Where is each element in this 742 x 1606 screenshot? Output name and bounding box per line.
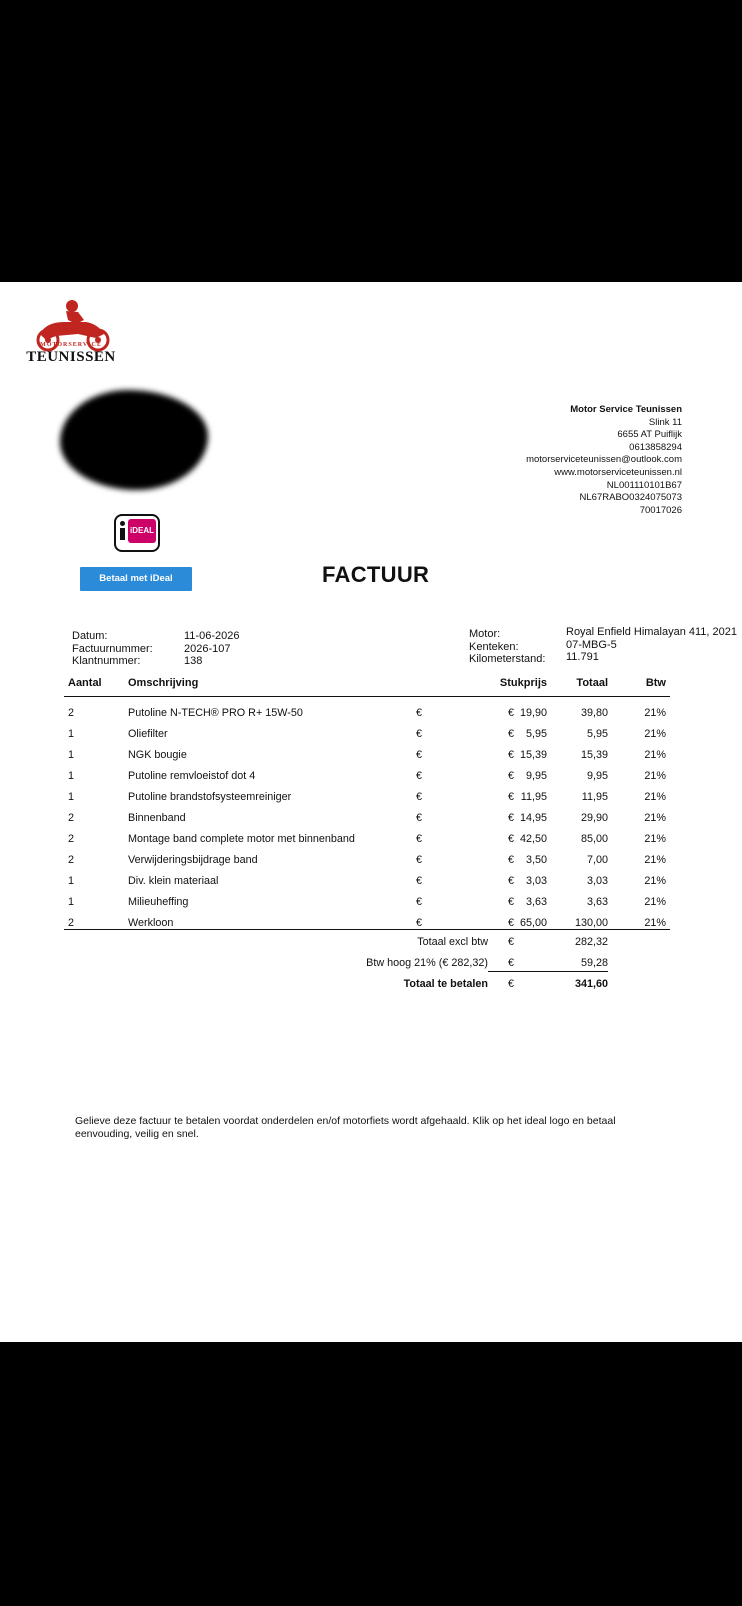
row-vat: 21%	[644, 854, 666, 866]
company-name: Motor Service Teunissen	[570, 404, 682, 415]
row-unit-price: 11,95	[520, 791, 547, 803]
header-total: Totaal	[576, 677, 608, 689]
currency-symbol: €	[508, 936, 515, 948]
currency-symbol: €	[508, 791, 515, 803]
currency-symbol: €	[416, 917, 423, 929]
company-website: www.motorserviceteunissen.nl	[554, 466, 682, 478]
row-description: Putoline remvloeistof dot 4	[128, 770, 256, 782]
row-vat: 21%	[644, 791, 666, 803]
row-qty: 1	[68, 728, 75, 740]
body-divider	[64, 929, 670, 930]
currency-symbol: €	[416, 854, 423, 866]
currency-symbol: €	[508, 812, 515, 824]
currency-symbol: €	[508, 854, 515, 866]
row-total: 7,00	[586, 854, 608, 866]
table-row	[64, 791, 670, 812]
currency-symbol: €	[508, 770, 515, 782]
header-unit-price: Stukprijs	[499, 677, 547, 689]
row-qty: 2	[68, 917, 75, 929]
mileage: 11.791	[566, 651, 599, 663]
row-unit-price: 9,95	[525, 770, 547, 782]
currency-symbol: €	[416, 770, 423, 782]
row-qty: 2	[68, 833, 75, 845]
invoice-title: FACTUUR	[322, 562, 430, 587]
customer-number: 138	[184, 655, 203, 667]
currency-symbol: €	[508, 896, 515, 908]
row-total: 3,03	[586, 875, 608, 887]
logo-subtitle: MOTORSERVICE	[40, 342, 102, 348]
row-unit-price: 3,63	[525, 896, 547, 908]
meta-label: Klantnummer:	[72, 655, 141, 667]
row-unit-price: 42,50	[519, 833, 547, 845]
row-unit-price: 3,03	[525, 875, 547, 887]
header-vat: Btw	[645, 677, 666, 689]
row-vat: 21%	[644, 770, 666, 782]
total-due-value: 341,60	[574, 978, 608, 990]
currency-symbol: €	[416, 812, 423, 824]
table-row	[64, 833, 670, 854]
row-vat: 21%	[644, 707, 666, 719]
currency-symbol: €	[508, 978, 515, 990]
row-qty: 1	[68, 791, 75, 803]
currency-symbol: €	[508, 707, 515, 719]
row-unit-price: 19,90	[519, 707, 547, 719]
row-qty: 1	[68, 749, 75, 761]
motor-model: Royal Enfield Himalayan 411, 2021	[566, 626, 738, 638]
currency-symbol: €	[416, 833, 423, 845]
table-row	[64, 875, 670, 896]
table-row	[64, 854, 670, 875]
logo-name: TEUNISSEN	[26, 349, 116, 365]
row-description: Milieuheffing	[128, 896, 189, 908]
company-line: NL001110101B67	[606, 479, 682, 491]
table-row	[64, 728, 670, 749]
currency-symbol: €	[508, 728, 515, 740]
row-description: Montage band complete motor met binnenband	[128, 833, 355, 845]
invoice-date: 11-06-2026	[184, 630, 240, 642]
currency-symbol: €	[416, 749, 423, 761]
row-vat: 21%	[644, 917, 666, 929]
company-line: Slink 11	[648, 416, 682, 428]
row-description: Putoline brandstofsysteemreiniger	[128, 791, 292, 803]
currency-symbol: €	[508, 957, 515, 969]
meta-right-labels	[469, 628, 545, 666]
row-total: 11,95	[581, 791, 608, 803]
currency-symbol: €	[416, 791, 423, 803]
row-description: Div. klein materiaal	[128, 875, 219, 887]
company-line: 70017026	[639, 504, 682, 516]
meta-label: Factuurnummer:	[72, 642, 153, 655]
row-description: Verwijderingsbijdrage band	[128, 854, 258, 866]
row-description: Werkloon	[128, 917, 174, 929]
row-total: 9,95	[586, 770, 608, 782]
row-unit-price: 3,50	[525, 854, 547, 866]
row-total: 5,95	[586, 728, 608, 740]
meta-label: Datum:	[72, 630, 108, 642]
company-line: NL67RABO0324075073	[579, 492, 682, 504]
row-description: Binnenband	[128, 812, 186, 824]
row-vat: 21%	[644, 812, 666, 824]
subtotal-value: 282,32	[574, 936, 608, 948]
currency-symbol: €	[416, 728, 423, 740]
row-total: 85,00	[580, 833, 608, 845]
license-plate: 07-MBG-5	[566, 638, 617, 651]
row-vat: 21%	[644, 749, 666, 761]
currency-symbol: €	[416, 707, 423, 719]
table-row	[64, 770, 670, 791]
row-qty: 1	[68, 875, 75, 887]
total-due-label: Totaal te betalen	[403, 978, 488, 990]
ideal-logo-icon[interactable]	[114, 514, 160, 552]
row-qty: 1	[68, 896, 75, 908]
row-qty: 2	[68, 812, 75, 824]
subtotal-label: Totaal excl btw	[417, 936, 488, 948]
row-unit-price: 5,95	[525, 728, 547, 740]
row-vat: 21%	[644, 833, 666, 845]
invoice-number: 2026-107	[184, 642, 231, 655]
vat-label: Btw hoog 21% (€ 282,32)	[366, 957, 488, 969]
table-row	[64, 749, 670, 770]
row-total: 130,00	[574, 917, 608, 929]
currency-symbol: €	[508, 833, 515, 845]
row-total: 3,63	[586, 896, 608, 908]
subtotal-row	[64, 936, 670, 957]
total-divider	[488, 971, 608, 972]
table-row	[64, 917, 670, 938]
company-info	[526, 404, 682, 517]
redacted-customer-address	[60, 390, 208, 490]
pay-with-ideal-button[interactable]: Betaal met iDeal	[80, 567, 192, 591]
row-vat: 21%	[644, 875, 666, 887]
company-line: 6655 AT Puiflijk	[617, 429, 682, 441]
currency-symbol: €	[508, 749, 515, 761]
row-vat: 21%	[644, 728, 666, 740]
ideal-bar	[120, 528, 125, 540]
company-email: motorserviceteunissen@outlook.com	[526, 454, 682, 466]
payment-note: Gelieve deze factuur te betalen voordat onderdelen en/of motorfiets wordt afgehaald. Klik op het ideal logo en betaal eenvouding, veilig en snel.	[75, 1115, 616, 1140]
row-total: 15,39	[580, 749, 608, 761]
invoice-page	[0, 282, 742, 1342]
vat-value: 59,28	[580, 957, 608, 969]
row-description: NGK bougie	[128, 749, 187, 761]
meta-label: Kilometerstand:	[469, 653, 546, 665]
row-description: Oliefilter	[128, 728, 168, 740]
row-description: Putoline N-TECH® PRO R+ 15W-50	[128, 707, 303, 719]
meta-left-values	[184, 630, 239, 668]
currency-symbol: €	[508, 917, 515, 929]
currency-symbol: €	[416, 875, 423, 887]
header-divider	[64, 696, 670, 697]
header-qty: Aantal	[68, 677, 102, 689]
meta-left-labels	[72, 630, 153, 668]
row-total: 39,80	[580, 707, 608, 719]
table-row	[64, 707, 670, 728]
row-unit-price: 65,00	[519, 917, 547, 929]
meta-label: Motor:	[469, 628, 501, 640]
ideal-dot	[120, 521, 125, 526]
row-qty: 2	[68, 854, 75, 866]
table-row	[64, 896, 670, 917]
currency-symbol: €	[416, 896, 423, 908]
row-qty: 2	[68, 707, 75, 719]
row-total: 29,90	[580, 812, 608, 824]
row-qty: 1	[68, 770, 75, 782]
header-description: Omschrijving	[128, 677, 199, 689]
table-row	[64, 812, 670, 833]
meta-right-values	[566, 626, 737, 664]
meta-label: Kenteken:	[469, 640, 519, 653]
currency-symbol: €	[508, 875, 515, 887]
ideal-logo-text: iDEAL	[128, 519, 156, 543]
row-unit-price: 15,39	[519, 749, 547, 761]
row-vat: 21%	[644, 896, 666, 908]
total-due-row	[64, 978, 670, 999]
vat-row	[64, 957, 670, 978]
row-unit-price: 14,95	[519, 812, 547, 824]
company-line: 0613858294	[629, 441, 682, 453]
